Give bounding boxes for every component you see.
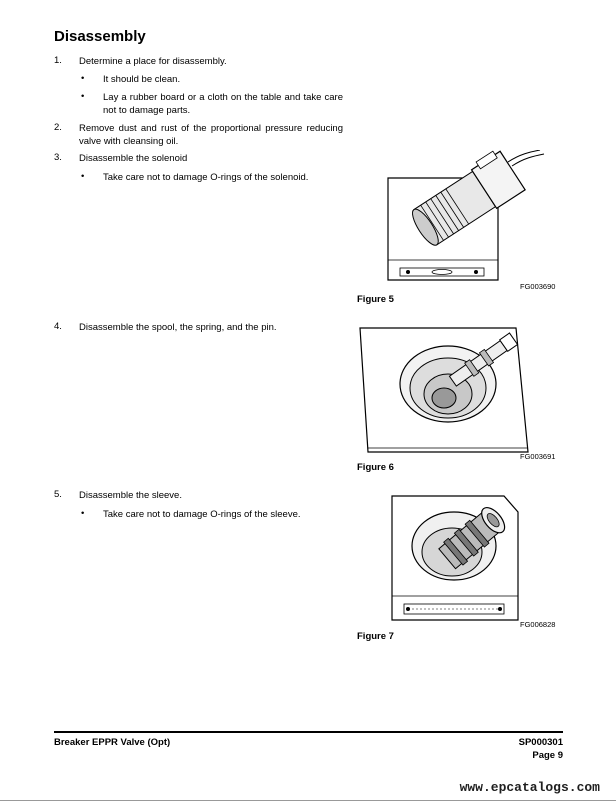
footer-section-title: Breaker EPPR Valve (Opt) [54, 737, 171, 748]
step-4-text: Disassemble the spool, the spring, and the pin. [79, 322, 277, 333]
step-5-text: Disassemble the sleeve. [79, 490, 182, 501]
figure-7-code: FG006828 [520, 620, 556, 629]
bottom-divider [0, 800, 616, 801]
figure-5-caption: Figure 5 [357, 294, 394, 305]
step-1-number: 1. [54, 55, 62, 66]
step-3-text: Disassemble the solenoid [79, 153, 188, 164]
bullet-marker: • [81, 508, 85, 519]
footer-rule [54, 731, 563, 733]
figure-5-illustration [380, 150, 560, 285]
watermark-link[interactable]: www.epcatalogs.com [459, 780, 600, 795]
step-3-number: 3. [54, 152, 62, 163]
figure-5-code: FG003690 [520, 282, 556, 291]
step-1-text: Determine a place for disassembly. [79, 56, 227, 67]
figure-7-caption: Figure 7 [357, 631, 394, 642]
bullet-marker: • [81, 73, 85, 84]
figure-6-illustration [356, 322, 532, 456]
step-4-number: 4. [54, 321, 62, 332]
step-2-number: 2. [54, 122, 62, 133]
figure-6-code: FG003691 [520, 452, 556, 461]
footer-page-number: Page 9 [532, 750, 563, 761]
figure-7-illustration [388, 488, 522, 624]
bullet-marker: • [81, 91, 85, 102]
step-5-number: 5. [54, 489, 62, 500]
step-5-bullet-1: Take care not to damage O-rings of the sleeve. [103, 509, 301, 520]
step-3-bullet-1: Take care not to damage O-rings of the solenoid. [103, 172, 309, 183]
bullet-marker: • [81, 171, 85, 182]
step-2-text: Remove dust and rust of the proportional pressure reducing valve with cleansing oil. [79, 123, 343, 147]
step-1-bullet-1: It should be clean. [103, 74, 181, 85]
page-title: Disassembly [54, 28, 146, 45]
footer-doc-code: SP000301 [518, 737, 563, 748]
step-1-bullet-2: Lay a rubber board or a cloth on the table and take care not to damage parts. [103, 92, 343, 116]
figure-6-caption: Figure 6 [357, 462, 394, 473]
